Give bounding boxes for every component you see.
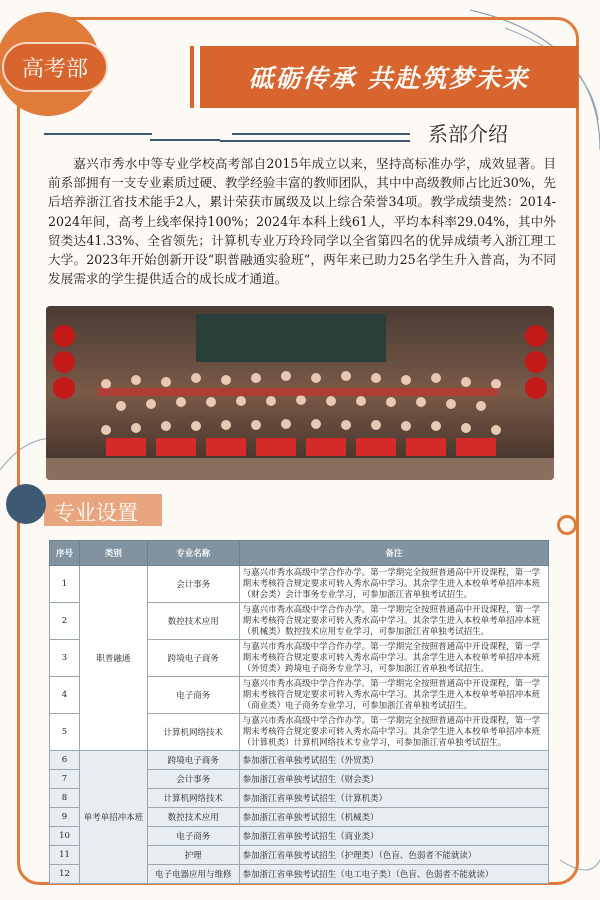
row-no: 6 bbox=[50, 751, 80, 770]
table-header-row bbox=[50, 541, 549, 566]
major-note: 参加浙江省单独考试招生（财会类） bbox=[239, 770, 548, 789]
group-photo bbox=[46, 306, 554, 480]
intro-section-title: 系部介绍 bbox=[428, 122, 508, 146]
row-no: 2 bbox=[50, 603, 80, 640]
major-note: 参加浙江省单独考试招生（护理类）（色盲、色弱者不能就读） bbox=[239, 846, 548, 865]
major-name: 会计事务 bbox=[147, 770, 239, 789]
row-no: 9 bbox=[50, 808, 80, 827]
major-name: 计算机网络技术 bbox=[147, 714, 239, 751]
row-no: 1 bbox=[50, 566, 80, 603]
column-header-category: 类别 bbox=[79, 541, 147, 566]
major-note: 参加浙江省单独考试招生（计算机类） bbox=[239, 789, 548, 808]
major-name: 护理 bbox=[147, 846, 239, 865]
major-note: 与嘉兴市秀水高级中学合作办学。第一学期完全按照普通高中开设课程，第一学期末考核符合规定要求可转入秀水高中学习。其余学生进入本校单考单招冲本班（外贸类）跨境电子商务专业学习，可参加浙江省单独考试招生。 bbox=[239, 640, 548, 677]
major-note: 参加浙江省单独考试招生（外贸类） bbox=[239, 751, 548, 770]
major-name: 电子电器应用与维修 bbox=[147, 865, 239, 884]
row-no: 3 bbox=[50, 640, 80, 677]
major-name: 数控技术应用 bbox=[147, 808, 239, 827]
row-no: 10 bbox=[50, 827, 80, 846]
row-no: 5 bbox=[50, 714, 80, 751]
major-note: 参加浙江省单独考试招生（商业类） bbox=[239, 827, 548, 846]
major-note: 与嘉兴市秀水高级中学合作办学。第一学期完全按照普通高中开设课程，第一学期末考核符合规定要求可转入秀水高中学习。其余学生进入本校单考单招冲本班（机械类）数控技术应用专业学习，可参加浙江省单独考试招生。 bbox=[239, 603, 548, 640]
intro-paragraph: 嘉兴市秀水中等专业学校高考部自2015年成立以来，坚持高标准办学，成效显著。目前系部拥有一支专业素质过硬、教学经验丰富的教师团队，其中中高级教师占比近30%，先后培养浙江省技术能手2人，累计荣获市属级及以上综合荣誉34项。教学成绩斐然：2014-2024年间，高考上线率保持100%；2024年本科上线61人，平均本科率29.04%，其中外贸类达41.33%、全省领先；计算机专业万玲玲同学以全省第四名的优异成绩考入浙江理工大学。2023年开始创新开设“职普融通实验班”，两年来已助力25名学生升入普高，为不同发展需求的学生提供适合的成长成才通道。 bbox=[48, 156, 556, 287]
major-name: 跨境电子商务 bbox=[147, 640, 239, 677]
divider-line bbox=[44, 133, 152, 135]
row-no: 11 bbox=[50, 846, 80, 865]
row-no: 4 bbox=[50, 677, 80, 714]
department-badge: 高考部 bbox=[2, 42, 108, 92]
major-name: 会计事务 bbox=[147, 566, 239, 603]
column-header-no: 序号 bbox=[50, 541, 80, 566]
major-name: 电子商务 bbox=[147, 827, 239, 846]
category-cell: 单考单招冲本班 bbox=[79, 751, 147, 884]
decorative-circle bbox=[6, 484, 46, 524]
major-name: 跨境电子商务 bbox=[147, 751, 239, 770]
major-name: 计算机网络技术 bbox=[147, 789, 239, 808]
major-name: 电子商务 bbox=[147, 677, 239, 714]
row-no: 7 bbox=[50, 770, 80, 789]
major-note: 参加浙江省单独考试招生（机械类） bbox=[239, 808, 548, 827]
divider-line bbox=[150, 139, 220, 141]
major-note: 与嘉兴市秀水高级中学合作办学。第一学期完全按照普通高中开设课程，第一学期末考核符合规定要求可转入秀水高中学习。其余学生进入本校单考单招冲本班（财会类）会计事务专业学习，可参加浙江省单独考试招生。 bbox=[239, 566, 548, 603]
major-note: 与嘉兴市秀水高级中学合作办学。第一学期完全按照普通高中开设课程，第一学期末考核符合规定要求可转入秀水高中学习。其余学生进入本校单考单招冲本班（计算机类）计算机网络技术专业学习，可参加浙江省单独考试招生。 bbox=[239, 714, 548, 751]
category-cell: 职普融通 bbox=[79, 566, 147, 751]
major-name: 数控技术应用 bbox=[147, 603, 239, 640]
major-note: 参加浙江省单独考试招生（电工电子类）（色盲、色弱者不能就读） bbox=[239, 865, 548, 884]
major-note: 与嘉兴市秀水高级中学合作办学。第一学期完全按照普通高中开设课程，第一学期末考核符合规定要求可转入秀水高中学习。其余学生进入本校单考单招冲本班（商业类）电子商务专业学习，可参加浙江省单独考试招生。 bbox=[239, 677, 548, 714]
majors-table bbox=[49, 540, 549, 884]
decorative-ring bbox=[557, 515, 577, 535]
row-no: 12 bbox=[50, 865, 80, 884]
table-row bbox=[50, 751, 549, 770]
column-header-major: 专业名称 bbox=[147, 541, 239, 566]
majors-section-title: 专业设置 bbox=[54, 501, 138, 525]
row-no: 8 bbox=[50, 789, 80, 808]
divider-line bbox=[232, 133, 410, 135]
slogan-banner: 砥砺传承 共赴筑梦未来 bbox=[200, 46, 578, 108]
divider-line bbox=[220, 140, 410, 142]
table-row bbox=[50, 566, 549, 603]
column-header-note: 备注 bbox=[239, 541, 548, 566]
